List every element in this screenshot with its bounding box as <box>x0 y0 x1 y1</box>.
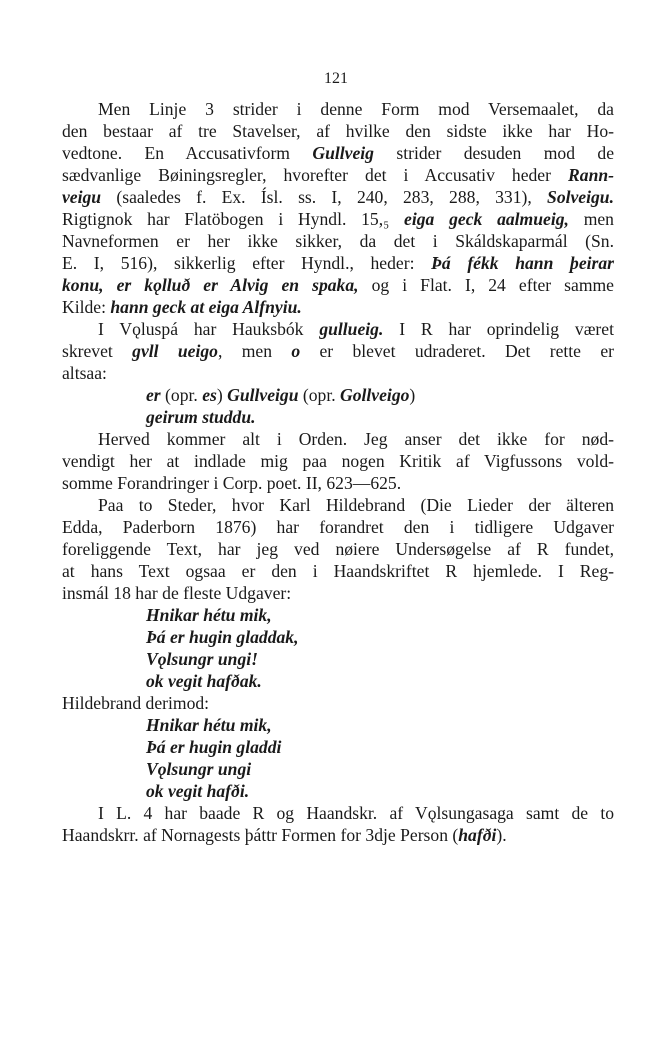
text-line: Edda, Paderborn 1876) har forandret den i tidligere Udgaver <box>62 517 614 537</box>
text-line: konu, er kǫlluð er Alvig en spaka, og i Flat. I, 24 efter samme <box>62 275 614 295</box>
italic-term: ok vegit hafðak. <box>146 671 262 691</box>
text-line: den bestaar af tre Stavelser, af hvilke den sidste ikke har Ho- <box>62 121 614 141</box>
italic-term: Solveigu. <box>547 187 614 207</box>
text-line: Hildebrand derimod: <box>62 693 210 713</box>
text-line: I L. 4 har baade R og Haandskr. af Vǫlsungasaga samt de to <box>98 803 614 823</box>
italic-term: es <box>202 385 217 405</box>
italic-term: konu, er kǫlluð er Alvig en spaka, <box>62 275 359 295</box>
verse-line <box>62 780 614 802</box>
verse-line: er (opr. es) Gullveigu (opr. Gollveigo) <box>146 385 416 405</box>
italic-term: o <box>291 341 301 361</box>
text-line: somme Forandringer i Corp. poet. II, 623—625. <box>62 473 402 493</box>
verse-line <box>62 604 614 626</box>
verse-line <box>62 626 614 648</box>
italic-term: Þá er hugin gladdak, <box>146 627 299 647</box>
text-line: vedtone. En Accusativform Gullveig strider desuden mod de <box>62 143 615 163</box>
text-line: foreliggende Text, har jeg ved nøiere Undersøgelse af R fundet, <box>62 539 614 559</box>
page-body-text <box>62 98 614 846</box>
italic-term: ok vegit hafði. <box>146 781 250 801</box>
italic-term: gvll ueigo <box>132 341 218 361</box>
italic-term: Hnikar hétu mik, <box>146 605 272 625</box>
verse-line <box>62 758 614 780</box>
italic-term: eiga geck aalmueig, <box>404 209 569 229</box>
italic-term: Þá er hugin gladdi <box>146 737 282 757</box>
verse-line <box>62 406 614 428</box>
text-line: veigu (saaledes f. Ex. Ísl. ss. I, 240, 283, 288, 331), Solveigu. <box>62 187 614 207</box>
italic-term: geirum studdu. <box>146 407 256 427</box>
italic-term: Vǫlsungr ungi! <box>146 649 258 669</box>
text-line: Herved kommer alt i Orden. Jeg anser det ikke for nød- <box>98 429 614 449</box>
page-number: 121 <box>324 70 348 87</box>
text-line: skrevet gvll ueigo, men o er blevet udraderet. Det rette er <box>62 341 614 361</box>
text-line: sædvanlige Bøiningsregler, hvorefter det i Accusativ heder Rann- <box>62 165 614 185</box>
italic-term: Gollveigo <box>340 385 410 405</box>
text-line: I Vǫluspá har Hauksbók gullueig. I R har oprindelig været <box>98 319 614 339</box>
text-line: Haandskrr. af Nornagests þáttr Formen for 3dje Person (hafði). <box>62 825 507 845</box>
verse-line <box>62 670 614 692</box>
text-line: insmál 18 har de fleste Udgaver: <box>62 583 292 603</box>
verse-line <box>62 648 614 670</box>
text-line: at hans Text ogsaa er den i Haandskriftet R hjemlede. I Reg- <box>62 561 614 581</box>
italic-term: Þá fékk hann þeirar <box>431 253 615 273</box>
text-line: vendigt her at indlade mig paa nogen Kritik af Vigfussons vold- <box>62 451 614 471</box>
text-line: Navneformen er her ikke sikker, da det i Skáldskaparmál (Sn. <box>62 231 614 251</box>
verse-line <box>62 714 614 736</box>
italic-term: veigu <box>62 187 102 207</box>
italic-term: gullueig. <box>319 319 384 339</box>
italic-term: Gullveigu <box>227 385 299 405</box>
text-line: Rigtignok har Flatöbogen i Hyndl. 15,₅ eiga geck aalmueig, men <box>62 209 614 229</box>
text-line: altsaa: <box>62 363 107 383</box>
italic-term: Hnikar hétu mik, <box>146 715 272 735</box>
italic-term: hann geck at eiga Alfnyiu. <box>110 297 302 317</box>
text-line: Paa to Steder, hvor Karl Hildebrand (Die Lieder der älteren <box>98 495 614 515</box>
verse-line <box>62 736 614 758</box>
italic-term: Vǫlsungr ungi <box>146 759 252 779</box>
italic-term: Rann- <box>568 165 614 185</box>
text-line: Men Linje 3 strider i denne Form mod Versemaalet, da <box>98 99 614 119</box>
italic-term: Gullveig <box>312 143 374 163</box>
italic-term: er <box>146 385 161 405</box>
text-line: E. I, 516), sikkerlig efter Hyndl., heder: Þá fékk hann þeirar <box>62 253 615 273</box>
italic-term: hafði <box>458 825 497 845</box>
text-line: Kilde: hann geck at eiga Alfnyiu. <box>62 297 302 317</box>
